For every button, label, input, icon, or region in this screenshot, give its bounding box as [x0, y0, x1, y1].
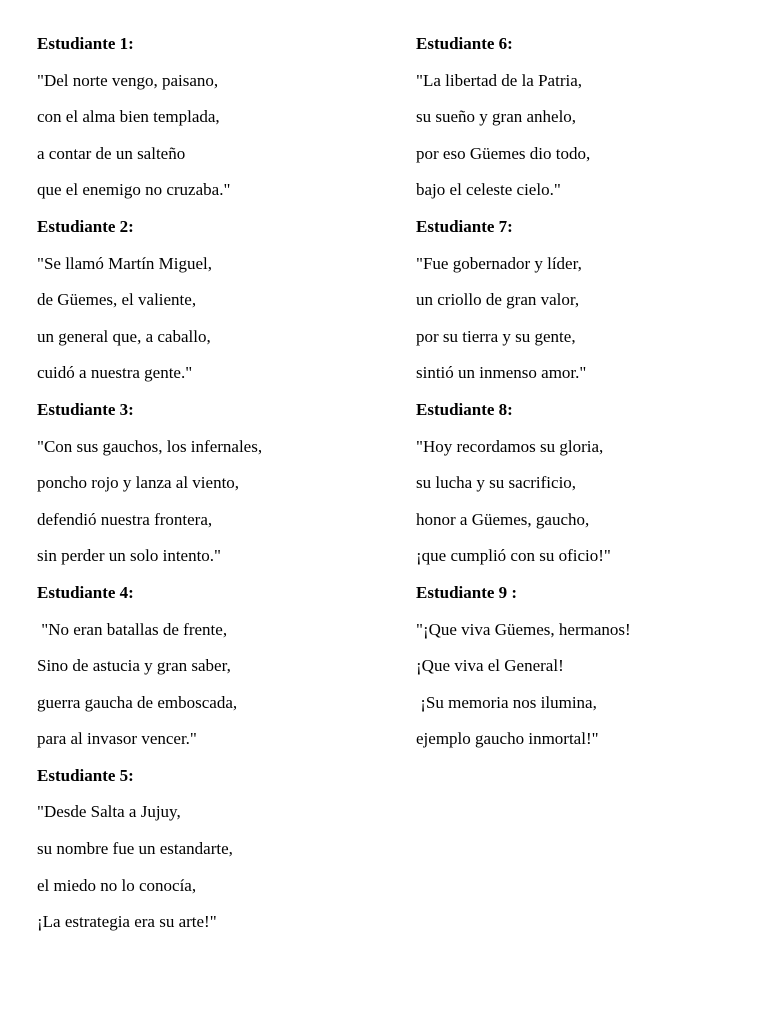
verse-line: "Desde Salta a Jujuy,	[37, 802, 181, 822]
student-heading: Estudiante 3:	[37, 399, 134, 419]
verse-line: defendió nuestra frontera,	[37, 509, 213, 529]
verse-line: ¡Su memoria nos ilumina,	[416, 692, 597, 712]
verse-line: por su tierra y su gente,	[416, 326, 576, 346]
verse-line: cuidó a nuestra gente."	[37, 363, 193, 383]
student-heading: Estudiante 6:	[416, 34, 513, 53]
student-heading: Estudiante 4:	[37, 582, 134, 602]
verse-line: ¡que cumplió con su oficio!"	[416, 546, 611, 566]
verse-line: un criollo de gran valor,	[416, 290, 580, 310]
verse-line: sintió un inmenso amor."	[416, 363, 587, 383]
verse-line: para al invasor vencer."	[37, 729, 197, 749]
student-heading: Estudiante 2:	[37, 216, 134, 236]
student-heading: Estudiante 8:	[416, 399, 513, 419]
left-column	[37, 26, 377, 941]
verse-line: con el alma bien templada,	[37, 107, 220, 127]
verse-line: ejemplo gaucho inmortal!"	[416, 729, 599, 749]
verse-line: su sueño y gran anhelo,	[416, 107, 577, 127]
verse-line: poncho rojo y lanza al viento,	[37, 473, 240, 493]
verse-line: sin perder un solo intento."	[37, 546, 221, 566]
verse-line: Sino de astucia y gran saber,	[37, 656, 231, 676]
verse-line: su nombre fue un estandarte,	[37, 839, 233, 859]
verse-line: por eso Güemes dio todo,	[416, 143, 591, 163]
verse-line: que el enemigo no cruzaba."	[37, 180, 231, 200]
student-heading: Estudiante 7:	[416, 216, 513, 236]
student-heading: Estudiante 9 :	[416, 582, 518, 602]
verse-line: "No eran batallas de frente,	[37, 619, 228, 639]
verse-line: guerra gaucha de emboscada,	[37, 692, 238, 712]
verse-line: "Fue gobernador y líder,	[416, 253, 582, 273]
student-heading: Estudiante 5:	[37, 765, 134, 785]
verse-line: bajo el celeste cielo."	[416, 180, 561, 200]
verse-line: "Hoy recordamos su gloria,	[416, 436, 604, 456]
verse-line: a contar de un salteño	[37, 143, 186, 163]
verse-line: un general que, a caballo,	[37, 326, 211, 346]
verse-line: "Se llamó Martín Miguel,	[37, 253, 213, 273]
verse-line: su lucha y su sacrificio,	[416, 473, 577, 493]
verse-line: "La libertad de la Patria,	[416, 70, 583, 90]
verse-line: el miedo no lo conocía,	[37, 875, 197, 895]
verse-line: ¡La estrategia era su arte!"	[37, 912, 217, 932]
verse-line: "Del norte vengo, paisano,	[37, 70, 219, 90]
verse-line: honor a Güemes, gaucho,	[416, 509, 590, 529]
verse-line: ¡Que viva el General!	[416, 656, 564, 676]
student-heading: Estudiante 1:	[37, 34, 134, 53]
verse-line: "Con sus gauchos, los infernales,	[37, 436, 263, 456]
verse-line: de Güemes, el valiente,	[37, 290, 197, 310]
verse-line: "¡Que viva Güemes, hermanos!	[416, 619, 631, 639]
right-column	[416, 26, 756, 758]
